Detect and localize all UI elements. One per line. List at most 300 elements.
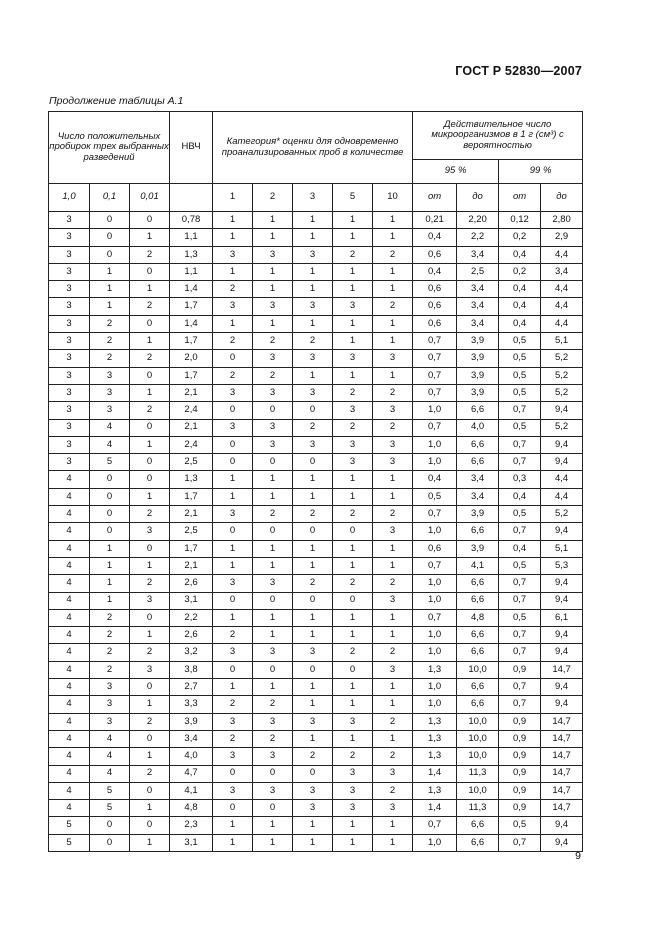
table-cell: 0,9	[499, 730, 541, 747]
table-cell: 3	[213, 575, 253, 592]
table-cell: 4,7	[170, 765, 213, 782]
table-cell: 2	[373, 298, 413, 315]
table-cell: 0	[293, 402, 333, 419]
table-cell: 3,8	[170, 661, 213, 678]
table-cell: 1	[293, 263, 333, 280]
table-cell: 2	[130, 350, 170, 367]
table-cell: 3	[333, 436, 373, 453]
table-cell: 1,0	[413, 679, 457, 696]
table-cell: 3	[293, 350, 333, 367]
table-row	[49, 627, 583, 644]
header-count-2: 2	[253, 184, 293, 212]
table-cell: 3	[130, 661, 170, 678]
table-cell: 2	[130, 644, 170, 661]
table-cell: 0	[293, 765, 333, 782]
table-cell: 1	[253, 609, 293, 626]
table-cell: 1	[90, 540, 130, 557]
table-cell: 3	[253, 436, 293, 453]
table-cell: 4	[49, 713, 90, 730]
table-cell: 2	[333, 644, 373, 661]
table-cell: 3	[49, 315, 90, 332]
table-cell: 3	[49, 281, 90, 298]
table-cell: 0	[333, 661, 373, 678]
table-cell: 1	[373, 817, 413, 834]
table-cell: 14,7	[541, 765, 583, 782]
table-row	[49, 333, 583, 350]
table-cell: 0	[130, 419, 170, 436]
table-row	[49, 592, 583, 609]
table-cell: 1	[333, 817, 373, 834]
table-cell: 14,7	[541, 782, 583, 799]
table-cell: 0,21	[413, 212, 457, 229]
table-cell: 0	[130, 730, 170, 747]
table-cell: 1	[213, 212, 253, 229]
table-cell: 2	[253, 506, 293, 523]
table-cell: 2	[293, 506, 333, 523]
table-cell: 2,6	[170, 575, 213, 592]
table-cell: 4	[49, 765, 90, 782]
table-cell: 9,4	[541, 523, 583, 540]
table-cell: 2,5	[457, 263, 499, 280]
table-cell: 0	[90, 817, 130, 834]
table-cell: 1	[130, 333, 170, 350]
table-cell: 3	[49, 402, 90, 419]
table-cell: 1,7	[170, 333, 213, 350]
table-cell: 3,9	[457, 367, 499, 384]
table-cell: 1	[333, 367, 373, 384]
table-cell: 4	[49, 661, 90, 678]
table-cell: 3	[293, 298, 333, 315]
table-cell: 0	[130, 454, 170, 471]
table-row	[49, 748, 583, 765]
table-row	[49, 765, 583, 782]
table-cell: 9,4	[541, 592, 583, 609]
table-cell: 2	[293, 748, 333, 765]
table-cell: 1	[90, 281, 130, 298]
table-cell: 0,9	[499, 782, 541, 799]
table-cell: 6,6	[457, 436, 499, 453]
table-cell: 14,7	[541, 800, 583, 817]
table-cell: 1,7	[170, 540, 213, 557]
table-cell: 0,4	[499, 315, 541, 332]
table-cell: 1	[373, 263, 413, 280]
table-cell: 1	[90, 592, 130, 609]
table-cell: 2	[333, 506, 373, 523]
table-cell: 1	[253, 488, 293, 505]
table-cell: 6,6	[457, 627, 499, 644]
table-cell: 3	[49, 263, 90, 280]
table-cell: 3,4	[457, 488, 499, 505]
table-cell: 0,5	[413, 488, 457, 505]
table-cell: 2	[373, 384, 413, 401]
table-cell: 1,7	[170, 298, 213, 315]
table-cell: 0,3	[499, 471, 541, 488]
table-cell: 14,7	[541, 730, 583, 747]
table-cell: 2	[130, 575, 170, 592]
table-cell: 3,2	[170, 644, 213, 661]
table-cell: 1,0	[413, 592, 457, 609]
table-cell: 4	[49, 800, 90, 817]
table-cell: 0,5	[499, 817, 541, 834]
table-cell: 9,4	[541, 817, 583, 834]
table-cell: 3	[253, 748, 293, 765]
header-dilution-3: 0,01	[130, 184, 170, 212]
table-cell: 2,20	[457, 212, 499, 229]
table-cell: 0	[293, 661, 333, 678]
table-cell: 6,6	[457, 402, 499, 419]
table-cell: 3,4	[457, 471, 499, 488]
table-cell: 3	[293, 644, 333, 661]
table-cell: 0,7	[499, 644, 541, 661]
table-cell: 0,6	[413, 540, 457, 557]
table-cell: 3,4	[457, 281, 499, 298]
table-cell: 1	[373, 730, 413, 747]
table-cell: 3	[90, 367, 130, 384]
table-cell: 0,2	[499, 263, 541, 280]
table-cell: 0,9	[499, 713, 541, 730]
table-cell: 1	[130, 834, 170, 851]
table-cell: 1	[333, 263, 373, 280]
table-cell: 0,5	[499, 333, 541, 350]
table-cell: 1,7	[170, 488, 213, 505]
header-count-3: 3	[293, 184, 333, 212]
table-cell: 3	[333, 800, 373, 817]
table-cell: 2	[333, 748, 373, 765]
table-row	[49, 557, 583, 574]
table-cell: 4,4	[541, 471, 583, 488]
table-cell: 4,4	[541, 281, 583, 298]
table-cell: 3	[253, 298, 293, 315]
table-cell: 5,2	[541, 506, 583, 523]
table-cell: 2,4	[170, 436, 213, 453]
table-cell: 14,7	[541, 713, 583, 730]
header-from-99: от	[499, 184, 541, 212]
table-cell: 1	[333, 540, 373, 557]
table-cell: 5,1	[541, 540, 583, 557]
table-cell: 9,4	[541, 679, 583, 696]
header-category: Категория* оценки для одновременно проанализированных проб в количестве	[213, 112, 413, 184]
table-cell: 0	[213, 350, 253, 367]
table-cell: 5,2	[541, 367, 583, 384]
header-actual-count: Действительное число микроорганизмов в 1 г (см³) с вероятностью	[413, 112, 583, 160]
table-cell: 3	[213, 713, 253, 730]
table-cell: 4	[49, 730, 90, 747]
table-cell: 4	[49, 748, 90, 765]
table-cell: 0,7	[413, 367, 457, 384]
table-cell: 4	[90, 730, 130, 747]
table-cell: 0	[130, 471, 170, 488]
table-cell: 2	[373, 575, 413, 592]
table-cell: 3,9	[457, 350, 499, 367]
table-cell: 1	[130, 384, 170, 401]
table-cell: 9,4	[541, 575, 583, 592]
table-cell: 2,80	[541, 212, 583, 229]
table-cell: 5,3	[541, 557, 583, 574]
table-row	[49, 384, 583, 401]
table-cell: 0,9	[499, 748, 541, 765]
table-cell: 0	[130, 315, 170, 332]
table-cell: 2,9	[541, 229, 583, 246]
table-cell: 1,3	[413, 661, 457, 678]
table-cell: 1,0	[413, 436, 457, 453]
table-cell: 2	[130, 246, 170, 263]
table-cell: 0,7	[413, 384, 457, 401]
table-cell: 1	[213, 557, 253, 574]
table-cell: 1,0	[413, 402, 457, 419]
table-row	[49, 834, 583, 851]
table-cell: 1,0	[413, 834, 457, 851]
table-cell: 0,4	[413, 471, 457, 488]
table-cell: 1	[213, 834, 253, 851]
table-cell: 1	[373, 281, 413, 298]
table-cell: 3	[253, 782, 293, 799]
table-cell: 1	[333, 471, 373, 488]
table-cell: 6,6	[457, 592, 499, 609]
table-cell: 3,9	[170, 713, 213, 730]
table-cell: 3,4	[170, 730, 213, 747]
table-cell: 3	[130, 523, 170, 540]
table-cell: 2	[253, 367, 293, 384]
table-cell: 2	[90, 644, 130, 661]
table-cell: 3	[213, 246, 253, 263]
table-cell: 1	[253, 557, 293, 574]
table-cell: 1	[333, 315, 373, 332]
table-cell: 2	[373, 506, 413, 523]
table-cell: 2	[130, 765, 170, 782]
table-row	[49, 523, 583, 540]
table-cell: 0,4	[499, 246, 541, 263]
header-dilution-1: 1,0	[49, 184, 90, 212]
table-cell: 3	[333, 454, 373, 471]
table-cell: 2	[213, 730, 253, 747]
table-cell: 3	[253, 350, 293, 367]
table-cell: 2	[373, 748, 413, 765]
table-row	[49, 609, 583, 626]
table-row	[49, 212, 583, 229]
table-cell: 2	[293, 333, 333, 350]
table-cell: 3	[130, 592, 170, 609]
table-cell: 3	[213, 298, 253, 315]
table-cell: 0	[253, 523, 293, 540]
table-cell: 0	[253, 454, 293, 471]
table-row	[49, 644, 583, 661]
table-cell: 2	[213, 627, 253, 644]
table-cell: 2	[253, 696, 293, 713]
table-cell: 3,1	[170, 834, 213, 851]
table-cell: 5,1	[541, 333, 583, 350]
table-cell: 1	[293, 609, 333, 626]
table-cell: 1	[130, 229, 170, 246]
table-cell: 2,0	[170, 350, 213, 367]
table-cell: 0,7	[413, 419, 457, 436]
table-cell: 2,6	[170, 627, 213, 644]
table-cell: 3	[213, 384, 253, 401]
table-cell: 0,6	[413, 315, 457, 332]
table-cell: 2	[293, 575, 333, 592]
table-row	[49, 488, 583, 505]
table-cell: 0	[130, 609, 170, 626]
table-cell: 0	[213, 454, 253, 471]
header-nvch: НВЧ	[170, 112, 213, 184]
table-body	[49, 212, 583, 852]
table-row	[49, 436, 583, 453]
table-cell: 2	[90, 333, 130, 350]
table-cell: 2,2	[170, 609, 213, 626]
table-cell: 4	[49, 506, 90, 523]
table-cell: 0	[130, 782, 170, 799]
table-cell: 1	[293, 696, 333, 713]
table-cell: 0,4	[499, 540, 541, 557]
table-cell: 2	[373, 644, 413, 661]
table-cell: 0,5	[499, 557, 541, 574]
table-cell: 3	[293, 246, 333, 263]
table-cell: 3	[90, 713, 130, 730]
table-cell: 0,7	[499, 696, 541, 713]
table-row	[49, 661, 583, 678]
table-cell: 1,3	[413, 713, 457, 730]
table-cell: 0,4	[413, 263, 457, 280]
table-cell: 1	[293, 229, 333, 246]
table-row	[49, 367, 583, 384]
table-cell: 1	[373, 315, 413, 332]
table-cell: 1	[373, 367, 413, 384]
table-cell: 3	[333, 782, 373, 799]
table-cell: 3,4	[457, 315, 499, 332]
table-cell: 1	[90, 263, 130, 280]
table-cell: 0	[213, 800, 253, 817]
table-cell: 3,9	[457, 333, 499, 350]
header-nvch-blank	[170, 184, 213, 212]
table-cell: 1	[213, 229, 253, 246]
table-cell: 1	[333, 488, 373, 505]
header-from-95: от	[413, 184, 457, 212]
table-cell: 3	[90, 696, 130, 713]
table-cell: 1	[373, 557, 413, 574]
table-cell: 6,6	[457, 696, 499, 713]
table-cell: 2,1	[170, 419, 213, 436]
table-cell: 3	[253, 644, 293, 661]
table-cell: 0	[253, 402, 293, 419]
table-row	[49, 696, 583, 713]
table-cell: 2	[90, 627, 130, 644]
table-cell: 1	[213, 609, 253, 626]
table-cell: 3	[213, 782, 253, 799]
table-cell: 6,1	[541, 609, 583, 626]
table-cell: 1	[293, 834, 333, 851]
table-cell: 1	[293, 627, 333, 644]
table-cell: 0	[333, 523, 373, 540]
table-cell: 11,3	[457, 800, 499, 817]
table-row	[49, 782, 583, 799]
table-cell: 2	[373, 782, 413, 799]
table-cell: 0,78	[170, 212, 213, 229]
table-cell: 0,7	[413, 817, 457, 834]
table-cell: 0	[213, 402, 253, 419]
table-cell: 1	[373, 229, 413, 246]
table-cell: 2,7	[170, 679, 213, 696]
table-cell: 1,0	[413, 575, 457, 592]
table-cell: 2	[213, 333, 253, 350]
table-cell: 1,4	[170, 281, 213, 298]
table-cell: 6,6	[457, 817, 499, 834]
table-cell: 4	[49, 488, 90, 505]
table-cell: 5	[90, 782, 130, 799]
table-cell: 9,4	[541, 402, 583, 419]
table-cell: 10,0	[457, 748, 499, 765]
table-cell: 1	[253, 229, 293, 246]
table-cell: 0	[253, 765, 293, 782]
table-cell: 3	[293, 782, 333, 799]
table-cell: 1,3	[413, 782, 457, 799]
table-cell: 0,4	[413, 229, 457, 246]
table-row	[49, 471, 583, 488]
table-cell: 1	[253, 471, 293, 488]
table-cell: 3	[293, 713, 333, 730]
table-cell: 0,7	[499, 627, 541, 644]
table-cell: 3	[213, 644, 253, 661]
table-cell: 2	[253, 730, 293, 747]
table-cell: 0	[130, 540, 170, 557]
table-cell: 3	[293, 800, 333, 817]
table-cell: 4	[49, 627, 90, 644]
table-cell: 1	[373, 488, 413, 505]
table-cell: 3	[253, 713, 293, 730]
table-cell: 3	[49, 298, 90, 315]
table-cell: 2,1	[170, 557, 213, 574]
table-cell: 1	[90, 557, 130, 574]
table-cell: 1	[333, 281, 373, 298]
table-cell: 3	[333, 298, 373, 315]
table-cell: 3,4	[457, 246, 499, 263]
table-cell: 3	[373, 436, 413, 453]
table-cell: 0,2	[499, 229, 541, 246]
table-cell: 1	[293, 557, 333, 574]
table-cell: 1	[130, 696, 170, 713]
table-cell: 3,9	[457, 506, 499, 523]
table-cell: 0,7	[499, 436, 541, 453]
table-cell: 2,5	[170, 454, 213, 471]
table-cell: 3	[49, 229, 90, 246]
table-cell: 1	[293, 540, 333, 557]
table-cell: 0,4	[499, 488, 541, 505]
table-cell: 2,5	[170, 523, 213, 540]
table-cell: 3,4	[457, 298, 499, 315]
table-cell: 0,5	[499, 384, 541, 401]
table-cell: 4	[49, 592, 90, 609]
table-cell: 0	[90, 506, 130, 523]
table-cell: 3	[333, 765, 373, 782]
table-cell: 0,7	[499, 575, 541, 592]
table-cell: 0	[213, 592, 253, 609]
table-cell: 2	[373, 246, 413, 263]
table-cell: 6,6	[457, 644, 499, 661]
table-cell: 0,5	[499, 419, 541, 436]
table-cell: 4	[49, 575, 90, 592]
table-cell: 0	[333, 592, 373, 609]
table-cell: 4	[49, 644, 90, 661]
table-cell: 4	[49, 696, 90, 713]
table-cell: 3	[293, 384, 333, 401]
table-cell: 1	[373, 333, 413, 350]
table-cell: 6,6	[457, 523, 499, 540]
table-cell: 0,7	[413, 557, 457, 574]
table-cell: 0	[130, 367, 170, 384]
table-cell: 2	[130, 713, 170, 730]
table-cell: 2,1	[170, 506, 213, 523]
table-cell: 0,9	[499, 765, 541, 782]
header-count-10: 10	[373, 184, 413, 212]
table-cell: 0	[130, 817, 170, 834]
